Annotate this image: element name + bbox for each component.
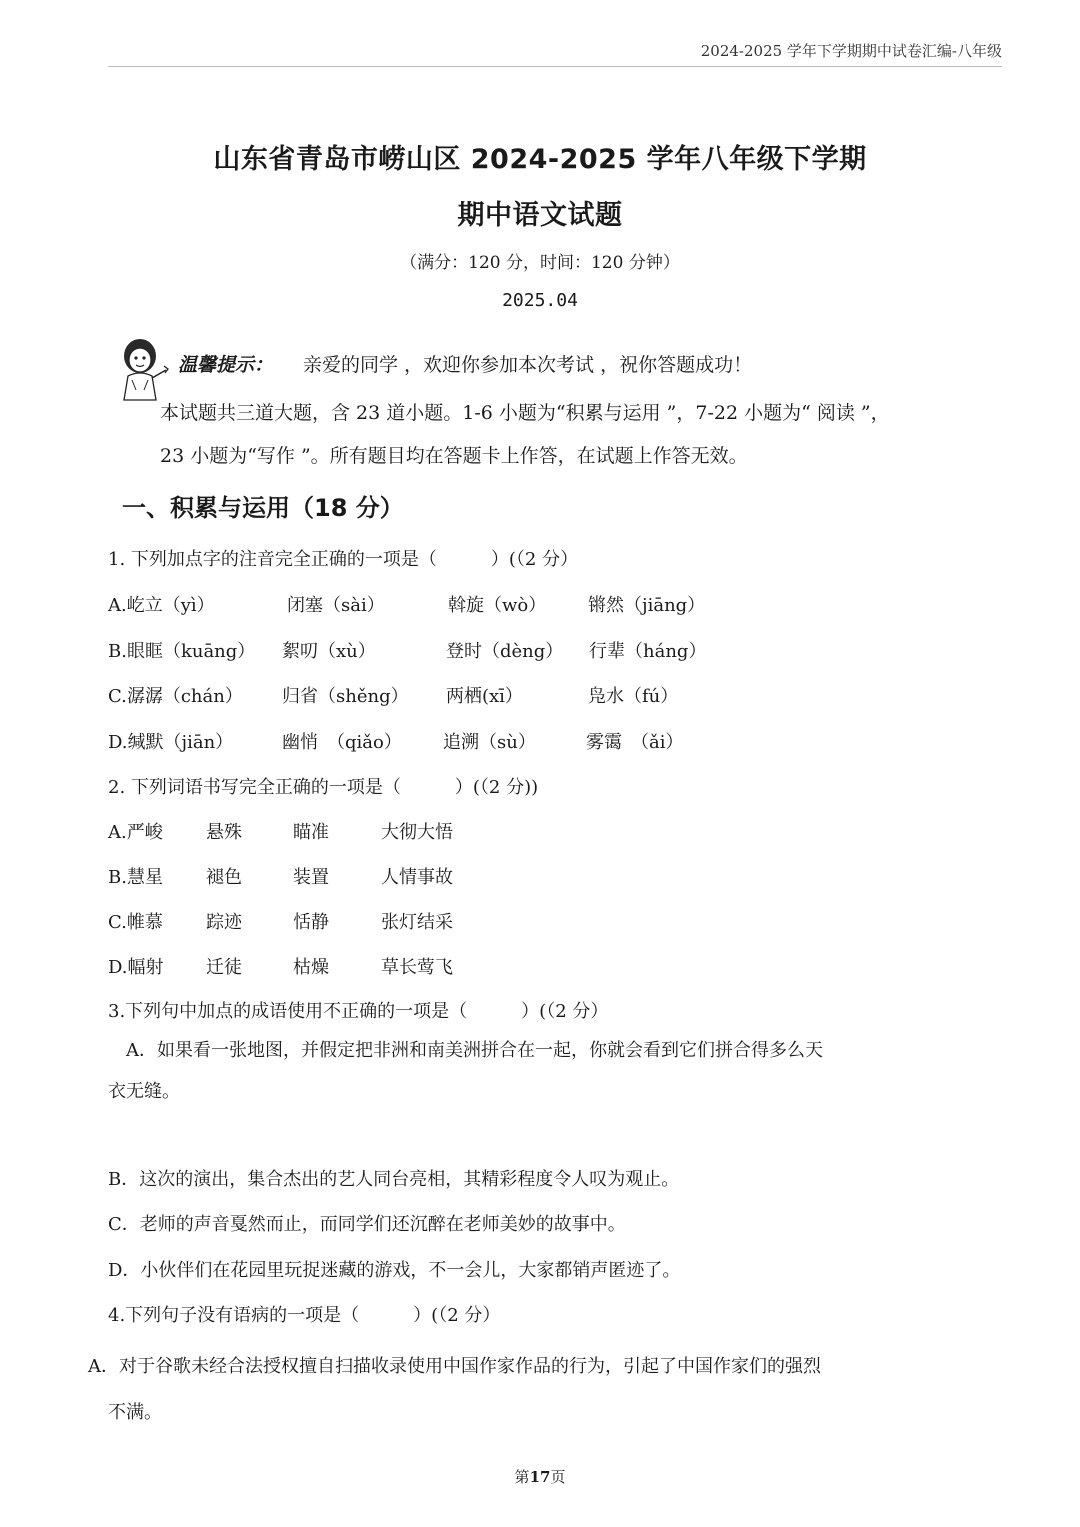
q2-d-1: D.幅射: [108, 957, 164, 978]
q1-a-2: 闭塞（sài）: [287, 595, 385, 616]
running-header: 2024-2025 学年下学期期中试卷汇编-八年级: [700, 42, 1002, 60]
page-footer: [0, 1466, 1080, 1487]
q1-a-3: 斡旋（wò）: [448, 595, 547, 616]
q3-option-c: C．老师的声音戛然而止，而同学们还沉醉在老师美妙的故事中。: [108, 1214, 626, 1235]
q3-stem: 3.下列句中加点的成语使用不正确的一项是（ ）(（2 分）: [108, 1001, 609, 1022]
q2-c-4: 张灯结采: [381, 912, 453, 933]
q1-a-4: 锵然（jiāng）: [588, 595, 706, 616]
q3-option-a-line2: 衣无缝。: [108, 1081, 180, 1102]
q1-b-1: B.眼眶（kuāng）: [108, 641, 256, 662]
q3-option-a-line1: A．如果看一张地图，并假定把非洲和南美洲拼合在一起，你就会看到它们拼合得多么天: [126, 1040, 823, 1061]
tips-line-1: 本试题共三道大题，含 23 道小题。1-6 小题为“积累与运用 ”，7-22 小题为“ 阅读 ”，: [160, 402, 890, 424]
q1-d-1: D.缄默（jiān）: [108, 732, 234, 753]
q2-a-4: 大彻大悟: [381, 822, 453, 843]
section-heading: 一、积累与运用（18 分）: [122, 494, 404, 522]
q2-b-2: 褪色: [206, 867, 242, 888]
cartoon-girl-icon: [112, 336, 174, 402]
header-divider: [108, 66, 1002, 67]
q2-b-3: 装置: [293, 867, 329, 888]
q2-c-3: 恬静: [293, 912, 329, 933]
title-line-1: 山东省青岛市崂山区 2024-2025 学年八年级下学期: [213, 144, 867, 175]
exam-date: 2025.04: [502, 290, 578, 311]
q1-c-1: C.潺潺（chán）: [108, 686, 243, 707]
q3-option-d: D．小伙伴们在花园里玩捉迷藏的游戏，不一会儿，大家都销声匿迹了。: [108, 1260, 681, 1281]
q1-stem: 1. 下列加点字的注音完全正确的一项是（ ）(（2 分）: [108, 549, 579, 570]
title-line-2: 期中语文试题: [457, 200, 623, 231]
q1-d-2: 幽悄 （qiǎo）: [282, 732, 402, 753]
q2-a-1: A.严峻: [108, 822, 163, 843]
q2-a-2: 悬殊: [206, 822, 242, 843]
q1-d-3: 追溯（sù）: [443, 732, 536, 753]
q1-c-4: 凫水（fú）: [588, 686, 679, 707]
tips-label: 温馨提示：: [178, 354, 274, 376]
tips-greeting: 亲爱的同学 ，欢迎你参加本次考试 ，祝你答题成功！: [303, 354, 753, 376]
q2-stem: 2. 下列词语书写完全正确的一项是（ ）(（2 分)): [108, 777, 539, 798]
q1-a-1: A.屹立（yì）: [108, 595, 215, 616]
score-time: （满分：120 分，时间：120 分钟）: [400, 253, 680, 273]
footer-prefix: 第: [514, 1468, 530, 1486]
q2-c-2: 踪迹: [206, 912, 242, 933]
q2-d-4: 草长莺飞: [381, 957, 453, 978]
q1-b-2: 絮叨（xù）: [282, 641, 376, 662]
q4-option-a-line1: A．对于谷歌未经合法授权擅自扫描收录使用中国作家作品的行为，引起了中国作家们的强烈: [88, 1356, 821, 1377]
tips-line-2: 23 小题为“写作 ”。所有题目均在答题卡上作答，在试题上作答无效。: [160, 445, 748, 467]
q2-d-2: 迁徒: [206, 957, 242, 978]
q4-option-a-line2: 不满。: [108, 1402, 162, 1423]
q2-c-1: C.帷慕: [108, 912, 163, 933]
q1-b-3: 登时（dèng）: [446, 641, 564, 662]
q4-stem: 4.下列句子没有语病的一项是（ ）(（2 分）: [108, 1305, 501, 1326]
q1-c-2: 归省（shěng）: [282, 686, 409, 707]
q3-option-b: B．这次的演出，集合杰出的艺人同台亮相，其精彩程度令人叹为观止。: [108, 1169, 680, 1190]
q1-b-4: 行辈（háng）: [589, 641, 707, 662]
footer-suffix: 页: [550, 1468, 566, 1486]
q1-c-3: 两栖(xī）: [446, 686, 523, 707]
q2-a-3: 瞄准: [293, 822, 329, 843]
q1-d-4: 雾霭 （ǎi）: [586, 732, 684, 753]
q2-b-4: 人情事故: [381, 867, 453, 888]
q2-d-3: 枯燥: [293, 957, 329, 978]
q2-b-1: B.慧星: [108, 867, 163, 888]
page-number: 17: [529, 1468, 551, 1486]
